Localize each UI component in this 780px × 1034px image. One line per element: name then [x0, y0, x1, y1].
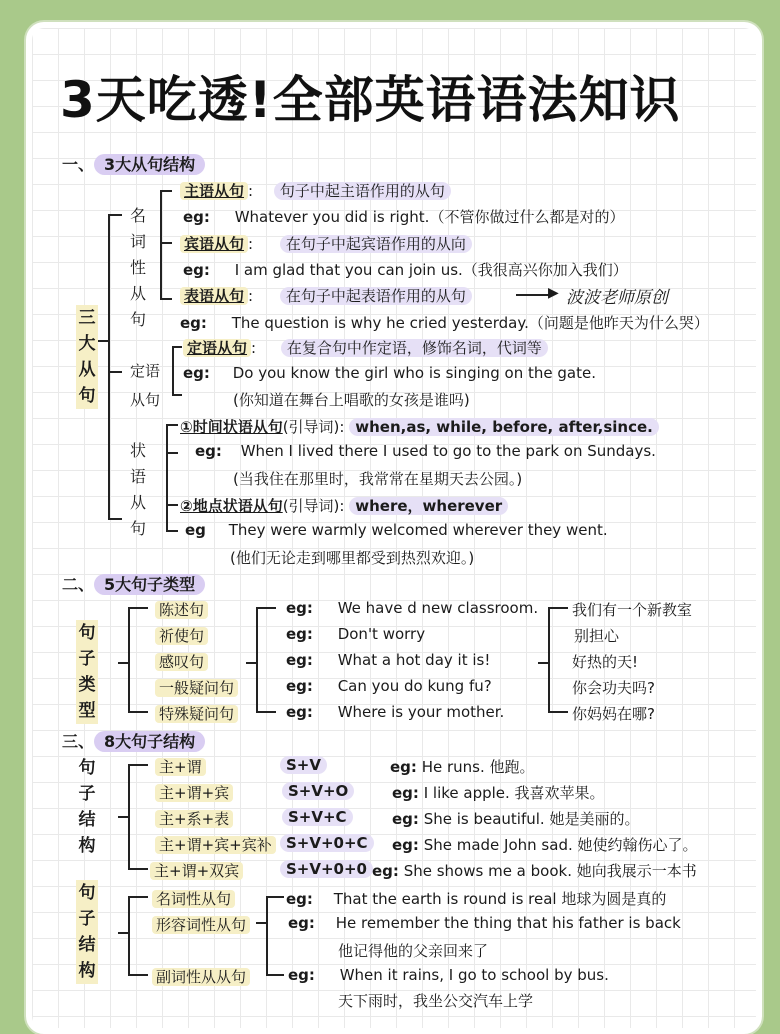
definition: 在句子中起表语作用的从句 [280, 287, 472, 305]
bracket-line [118, 662, 128, 664]
bracket-line [166, 424, 168, 532]
arrow-head-icon: ▶ [548, 285, 559, 301]
arrow-line [516, 294, 552, 296]
type-name: 陈述句 [155, 601, 208, 619]
conjunctions: where，wherever [349, 497, 508, 515]
label-char: 类 [78, 675, 96, 695]
code: S+V [280, 756, 327, 774]
bracket-line [166, 424, 178, 426]
bracket-line [548, 711, 568, 713]
label-char: 句 [129, 310, 146, 329]
example-text: I am glad that you can join us.（我很高兴你加入我们） [234, 261, 628, 279]
eg-label: eg: [392, 784, 419, 802]
section-number: 二、 [62, 575, 95, 594]
bracket-line [160, 242, 172, 244]
label-char: 句 [129, 519, 146, 538]
sentence-type-example [286, 599, 538, 617]
structure-example [392, 782, 605, 803]
bracket-line [266, 974, 284, 976]
structure-code [282, 782, 354, 800]
label-char: 子 [78, 909, 96, 929]
clause-cn: 副词性从从句 [152, 968, 250, 986]
eg-label: eg: [183, 364, 210, 382]
clause-example-cn: 他记得他的父亲回来了 [338, 942, 489, 960]
adverbial-clause-label [128, 438, 148, 542]
sentence-type-example [286, 703, 504, 721]
structure-row [155, 834, 276, 855]
structure-cn: 主+谓+宾 [155, 784, 233, 802]
bracket-line [128, 764, 148, 766]
term: ①时间状语从句 [180, 418, 283, 436]
example-text: Whatever you did is right.（不管你做过什么都是对的） [234, 208, 625, 226]
colon: : [248, 287, 254, 305]
term: ②地点状语从句 [180, 497, 283, 515]
eg-label: eg: [286, 651, 313, 669]
label-char: 结 [78, 810, 96, 830]
bracket-line [128, 711, 148, 713]
structure-cn: 主+谓+宾+宾补 [155, 836, 276, 854]
example-text: She made John sad. 她使约翰伤心了。 [423, 836, 698, 854]
attributive-clause-row [183, 337, 548, 358]
eg-label: eg: [392, 810, 419, 828]
clause-cn: 形容词性从句 [152, 916, 250, 934]
subject-clause-row [180, 180, 451, 201]
label-char: 句 [78, 758, 96, 778]
bracket-line [128, 896, 148, 898]
label-char: 构 [78, 836, 96, 856]
object-clause-row [180, 233, 472, 254]
predicative-example [180, 312, 709, 333]
term: 主语从句 [180, 182, 248, 200]
example-text: He remember the thing that his father is back [335, 914, 681, 932]
example-text: When it rains, I go to school by bus. [339, 966, 609, 984]
bracket-line [118, 816, 128, 818]
bracket-line [172, 346, 182, 348]
bracket-line [256, 711, 276, 713]
type-name: 一般疑问句 [155, 679, 238, 697]
eg-label: eg: [392, 836, 419, 854]
clause-structure-example [288, 966, 609, 984]
bracket-line [172, 346, 174, 396]
label-char: 状 [129, 441, 146, 460]
example-en: Where is your mother. [337, 703, 505, 721]
structure-row [150, 860, 243, 881]
sentence-type-row [155, 599, 208, 620]
section-number: 三、 [62, 732, 95, 751]
conjunctions: when,as, while, before, after,since. [349, 418, 659, 436]
label-char: 句 [78, 883, 96, 903]
clause-structure-row [152, 914, 250, 935]
intro: (引导词): [282, 418, 345, 436]
bracket-line [166, 452, 178, 454]
place-example-cn: (他们无论走到哪里都受到热烈欢迎。) [230, 549, 475, 567]
time-clause-row [180, 416, 659, 437]
example-cn: 好热的天! [572, 653, 639, 671]
label-line: 定语 [130, 362, 161, 380]
structure-code [280, 756, 327, 774]
eg-label: eg: [195, 442, 222, 460]
bracket-line [256, 607, 258, 713]
definition: 句子中起主语作用的从句 [274, 182, 451, 200]
attributive-example-cn: (你知道在舞台上唱歌的女孩是谁吗) [233, 391, 470, 409]
bracket-line [548, 607, 550, 713]
bracket-line [98, 340, 108, 342]
bracket-line [256, 607, 276, 609]
example-cn: 你妈妈在哪? [572, 705, 655, 723]
sentence-type-row [155, 677, 238, 698]
colon: : [248, 182, 254, 200]
example-text: They were warmly welcomed wherever they went. [228, 521, 608, 539]
eg-label: eg: [390, 758, 417, 776]
bracket-line [128, 974, 148, 976]
sentence-type-example [286, 625, 425, 643]
bracket-line [256, 922, 266, 924]
bracket-line [108, 371, 122, 373]
bracket-line [128, 607, 130, 713]
example-text: Do you know the girl who is singing on the gate. [232, 364, 596, 382]
code: S+V+C [282, 808, 353, 826]
structure-example [372, 860, 697, 881]
example-en: We have d new classroom. [337, 599, 539, 617]
eg-label: eg: [183, 208, 210, 226]
code: S+V+0+0 [280, 860, 373, 878]
group-label-clauses [76, 305, 98, 409]
sentence-type-label [76, 620, 98, 724]
sentence-type-row [155, 651, 208, 672]
sentence-type-example [286, 651, 490, 669]
clause-structure-example [288, 914, 681, 932]
eg-label: eg [185, 521, 206, 539]
structure-example [392, 834, 698, 855]
sentence-type-row [155, 625, 208, 646]
structure-example [392, 808, 639, 829]
eg-label: eg: [180, 314, 207, 332]
bracket-line [128, 868, 148, 870]
section-1-heading [62, 152, 205, 175]
clause-structure-example [286, 888, 666, 909]
eg-label: eg: [372, 862, 399, 880]
clause-structure-row [152, 888, 235, 909]
label-char: 从 [78, 360, 96, 380]
structure-row [155, 756, 206, 777]
section-title: 8大句子结构 [94, 731, 205, 752]
label-char: 构 [78, 961, 96, 981]
bracket-line [172, 394, 182, 396]
structure-code [280, 834, 374, 852]
term: 表语从句 [180, 287, 248, 305]
label-char: 句 [78, 386, 96, 406]
bracket-line [118, 932, 128, 934]
clause-cn: 名词性从句 [152, 890, 235, 908]
page-title: 3天吃透!全部英语语法知识 [60, 71, 681, 129]
eg-label: eg: [286, 625, 313, 643]
definition: 在句子中起宾语作用的从向 [280, 235, 472, 253]
bracket-line [108, 214, 122, 216]
bracket-line [166, 504, 178, 506]
label-char: 三 [78, 308, 96, 328]
eg-label: eg: [286, 599, 313, 617]
attributive-example [183, 364, 596, 382]
structure-code [282, 808, 353, 826]
label-char: 型 [78, 701, 96, 721]
time-example [195, 442, 656, 460]
example-text: That the earth is round is real 地球为圆是真的 [333, 890, 667, 908]
bracket-line [166, 530, 178, 532]
code: S+V+0+C [280, 834, 374, 852]
colon: : [251, 339, 257, 357]
eg-label: eg: [288, 966, 315, 984]
place-clause-row [180, 495, 508, 516]
intro: (引导词): [282, 497, 345, 515]
label-char: 从 [129, 284, 146, 303]
time-example-cn: (当我住在那里时，我常常在星期天去公园。) [233, 470, 523, 488]
type-name: 特殊疑问句 [155, 705, 238, 723]
example-cn: 别担心 [574, 627, 620, 645]
sentence-type-example [286, 677, 492, 695]
bracket-line [266, 896, 268, 976]
sentence-type-row [155, 703, 238, 724]
label-char: 子 [78, 784, 96, 804]
example-text: She shows me a book. 她向我展示一本书 [403, 862, 697, 880]
term: 宾语从句 [180, 235, 248, 253]
example-text: I like apple. 我喜欢苹果。 [423, 784, 605, 802]
label-char: 句 [78, 623, 96, 643]
label-char: 从 [129, 493, 146, 512]
example-en: Can you do kung fu? [337, 677, 492, 695]
example-text: The question is why he cried yesterday.（问题是他昨天为什么哭） [231, 314, 709, 332]
section-title: 5大句子类型 [94, 574, 205, 595]
example-text: When I lived there I used to go to the park on Sundays. [240, 442, 656, 460]
eg-label: eg: [286, 677, 313, 695]
label-char: 子 [78, 649, 96, 669]
section-2-heading [62, 572, 205, 595]
structure-cn: 主+谓+双宾 [150, 862, 243, 880]
predicative-clause-row [180, 285, 472, 306]
example-cn: 你会功夫吗? [572, 679, 655, 697]
label-char: 大 [78, 334, 96, 354]
section-number: 一、 [62, 155, 95, 174]
label-char: 性 [129, 258, 146, 277]
subject-example [183, 206, 624, 227]
eg-label: eg: [183, 261, 210, 279]
example-en: Don't worry [337, 625, 426, 643]
structure-row [155, 782, 233, 803]
author-note: 波波老师原创 [566, 288, 668, 308]
structure-code [280, 860, 373, 878]
section-3-heading [62, 729, 205, 752]
structure-cn: 主+谓 [155, 758, 206, 776]
example-cn: 我们有一个新教室 [572, 601, 693, 619]
structure-cn: 主+系+表 [155, 810, 233, 828]
object-example [183, 259, 628, 280]
attributive-label [130, 360, 160, 410]
label-char: 结 [78, 935, 96, 955]
bracket-line [266, 896, 284, 898]
example-en: What a hot day it is! [337, 651, 491, 669]
label-line: 从句 [130, 391, 161, 409]
code: S+V+O [282, 782, 354, 800]
section-title: 3大从句结构 [94, 154, 205, 175]
type-name: 祈使句 [155, 627, 208, 645]
term: 定语从句 [183, 339, 251, 357]
clause-example-cn: 天下雨时，我坐公交汽车上学 [338, 992, 534, 1010]
noun-clause-label [128, 203, 148, 333]
bracket-line [538, 662, 548, 664]
type-name: 感叹句 [155, 653, 208, 671]
label-char: 词 [129, 232, 146, 251]
eg-label: eg: [286, 703, 313, 721]
bracket-line [128, 764, 130, 870]
structure-example [390, 756, 535, 777]
bracket-line [160, 190, 172, 192]
bracket-line [128, 896, 130, 976]
structure-row [155, 808, 233, 829]
eg-label: eg: [286, 890, 313, 908]
bracket-line [160, 298, 172, 300]
bracket-line [160, 190, 162, 300]
label-char: 语 [129, 467, 146, 486]
bracket-line [108, 518, 122, 520]
colon: : [248, 235, 254, 253]
example-text: He runs. 他跑。 [421, 758, 535, 776]
example-text: She is beautiful. 她是美丽的。 [423, 810, 640, 828]
definition: 在复合句中作定语，修饰名词，代词等 [281, 339, 548, 357]
bracket-line [548, 607, 568, 609]
label-char: 名 [129, 206, 146, 225]
place-example [185, 521, 608, 539]
clause-structure-row [152, 966, 250, 987]
clause-structure-label [76, 880, 98, 984]
eg-label: eg: [288, 914, 315, 932]
bracket-line [128, 607, 148, 609]
bracket-line [246, 662, 256, 664]
bracket-line [108, 214, 110, 520]
sentence-structure-label [76, 755, 98, 859]
